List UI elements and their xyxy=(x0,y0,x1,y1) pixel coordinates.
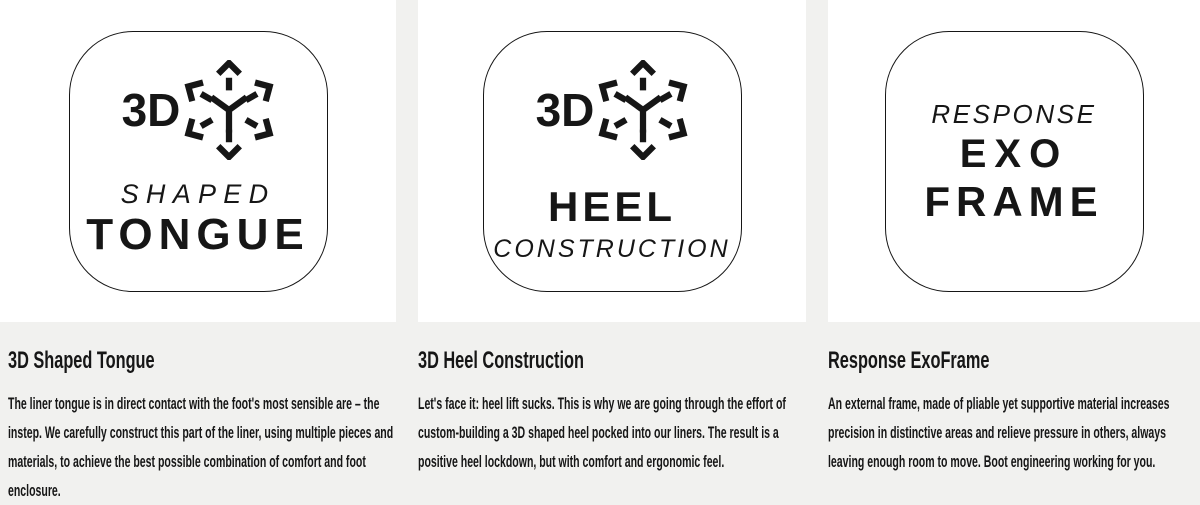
3d-logo-text: 3D xyxy=(121,84,181,136)
badge-subtitle: RESPONSE xyxy=(931,98,1097,129)
badge-title-line2: FRAME xyxy=(924,177,1104,225)
3d-logo xyxy=(536,60,689,160)
card-description: An external frame, made of pliable yet supportive material increases precision in distinctive areas and relieve pressure in others, always leaving enough room to move. Boot engineering working for you. xyxy=(828,394,1170,471)
heel-construction-badge xyxy=(483,31,742,292)
card-copy xyxy=(418,348,806,476)
badge-title-line1: EXO xyxy=(959,131,1069,176)
badge-title: TONGUE xyxy=(86,210,310,259)
3d-logo xyxy=(122,60,275,160)
card-description: The liner tongue is in direct contact with the foot's most sensible are – the instep. We carefully construct this part of the liner, using multiple pieces and materials, to achieve the best possible combination of comfort and foot enclosure. xyxy=(8,394,394,500)
shaped-tongue-badge xyxy=(69,31,328,292)
3d-cube-arrows-icon xyxy=(598,60,688,160)
card-title: 3D Shaped Tongue xyxy=(8,347,155,374)
3d-logo-text: 3D xyxy=(535,84,595,136)
badge-title: HEEL xyxy=(547,183,676,230)
badge-subtitle: SHAPED xyxy=(120,179,276,209)
badge-panel xyxy=(418,0,806,322)
badge-subtitle: CONSTRUCTION xyxy=(493,235,731,263)
card-copy xyxy=(8,348,396,505)
feature-card-shaped-tongue xyxy=(0,0,396,505)
feature-card-heel-construction xyxy=(418,0,806,505)
card-title: Response ExoFrame xyxy=(828,347,990,374)
card-copy xyxy=(828,348,1200,476)
response-exoframe-badge xyxy=(885,31,1144,292)
badge-panel xyxy=(0,0,396,322)
feature-card-response-exoframe xyxy=(828,0,1200,505)
card-title: 3D Heel Construction xyxy=(418,347,584,374)
card-description: Let's face it: heel lift sucks. This is why we are going through the effort of custom-building a 3D shaped heel pocked into our liners. The result is a positive heel lockdown, but with comfort and ergonomic feel. xyxy=(418,394,786,471)
badge-panel xyxy=(828,0,1200,322)
3d-cube-arrows-icon xyxy=(184,60,274,160)
